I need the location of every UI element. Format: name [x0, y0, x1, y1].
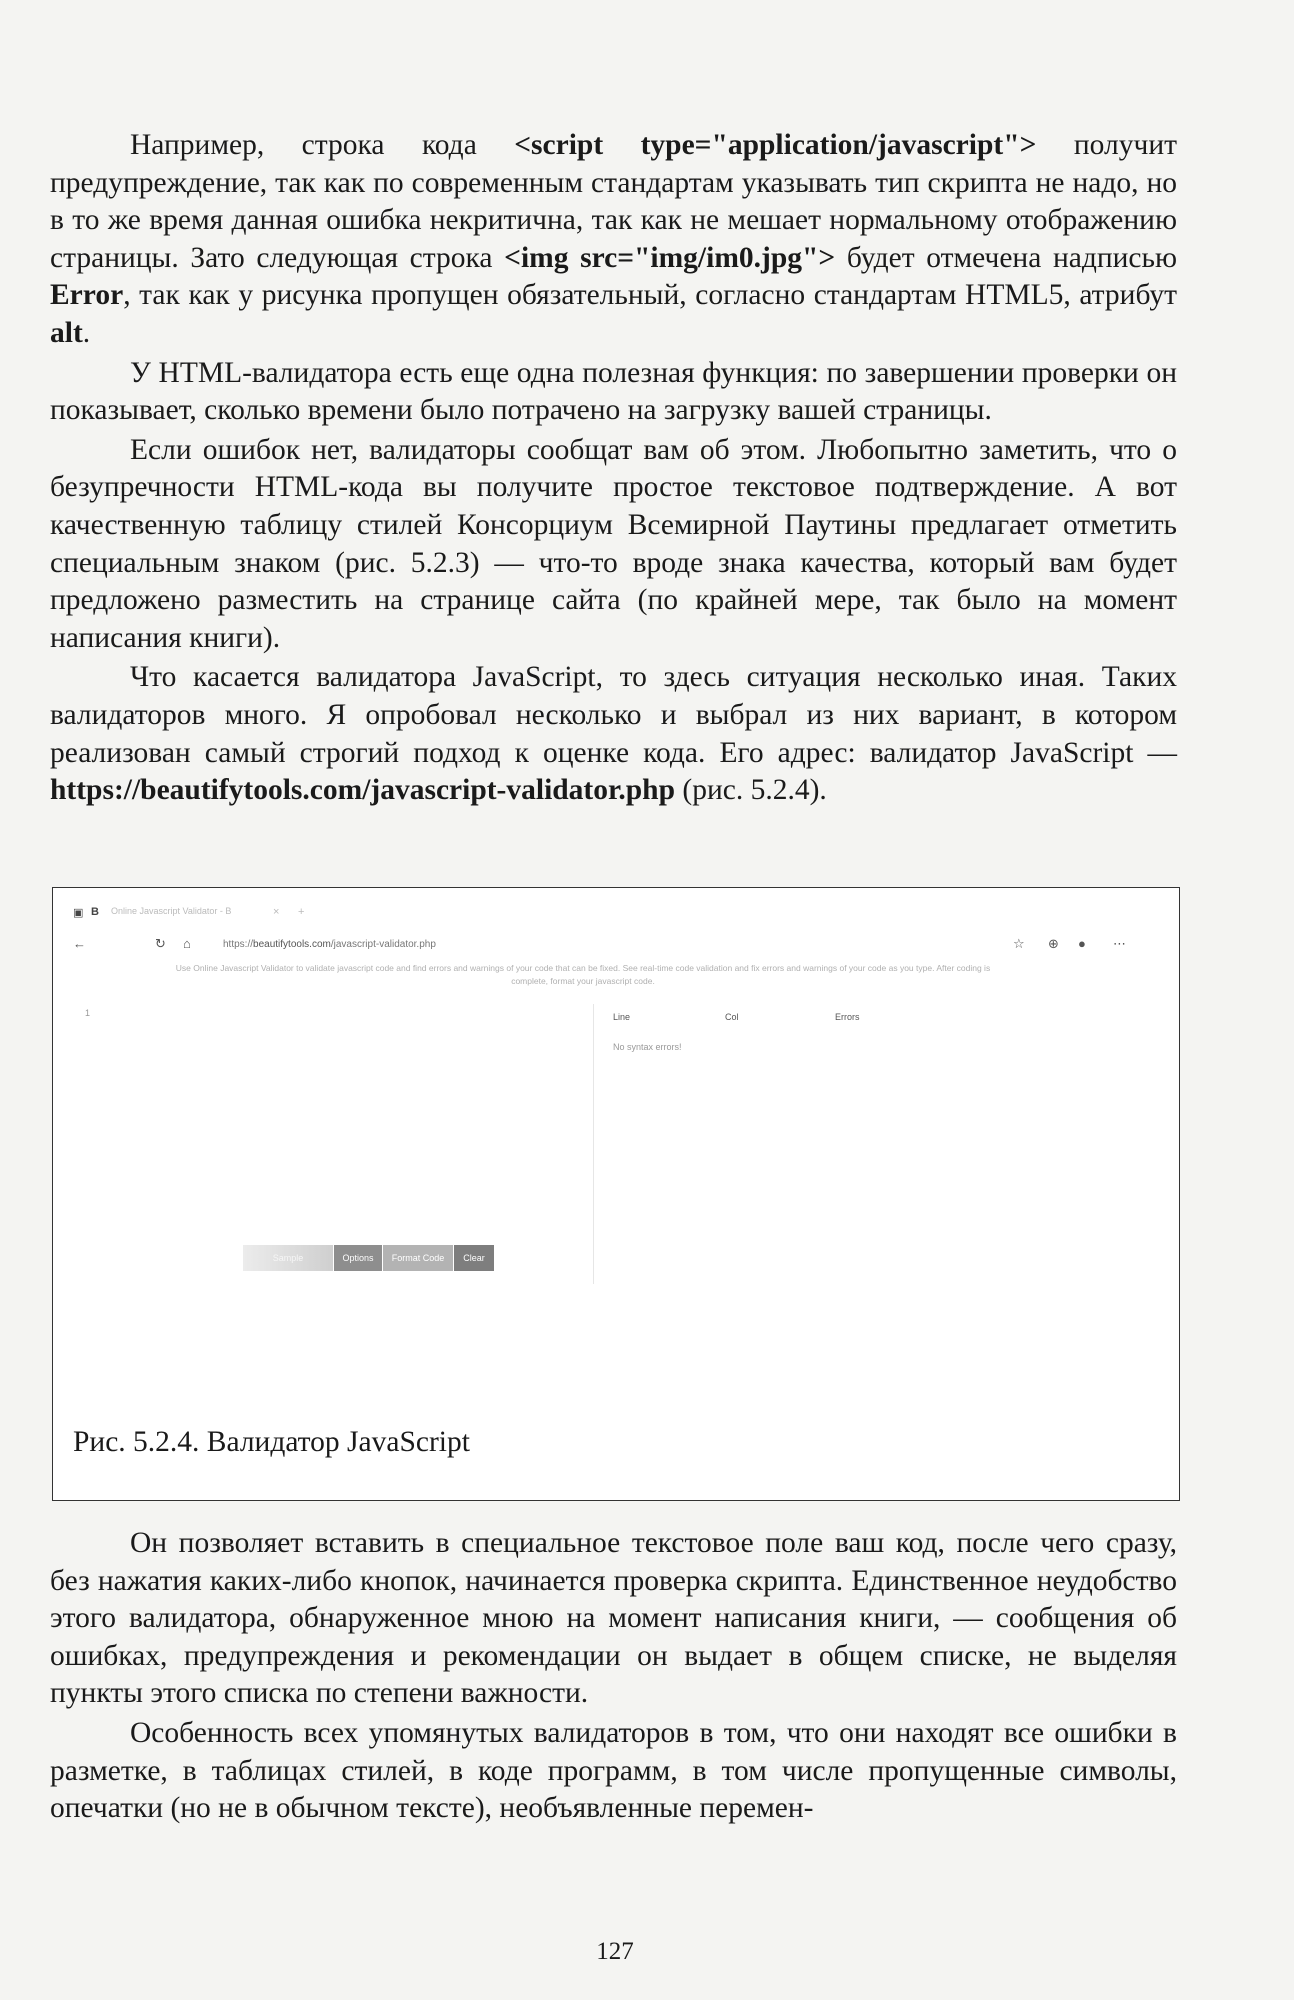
sample-button: Sample	[243, 1245, 333, 1271]
extensions-icon: ⊕	[1048, 936, 1059, 951]
figure-caption: Рис. 5.2.4. Валидатор JavaScript	[73, 1426, 470, 1458]
result-message: No syntax errors!	[613, 1042, 682, 1052]
clear-button: Clear	[454, 1245, 494, 1271]
col-line: Line	[613, 1012, 631, 1022]
paragraph-5: Он позволяет вставить в специальное текстовое поле ваш код, после чего сразу, без нажатия каких-либо кнопок, начинается проверка скрипта. Единственное неудобство этого валидатора, обнаруженное мною на момент написания книги, — сообщения об ошибках, предупреждения и рекомендации он выдает в общем списке, не выделяя пункты этого списка по степени важности.	[50, 1527, 1177, 1710]
paragraph-4: Что касается валидатора JavaScript, то здесь ситуация несколько иная. Таких валидаторов много. Я опробовал несколько и выбрал из них вариант, в котором реализован самый строгий подход к оценке кода. Его адрес: валидатор JavaScript — https://beautifytools.com/javascript-validator.php (рис. 5.2.4).	[50, 661, 1177, 807]
text-block-top	[50, 127, 1177, 812]
url-text: https://beautifytools.com/javascript-validator.php	[223, 939, 436, 950]
paragraph-2: У HTML-валидатора есть еще одна полезная функция: по завершении проверки он показывает, сколько времени было потрачено на загрузку вашей страницы.	[50, 356, 1177, 427]
col-errors: Errors	[835, 1012, 860, 1022]
col-col: Col	[725, 1012, 739, 1022]
site-favicon-icon: B	[91, 906, 99, 918]
tab-title: Online Javascript Validator - B	[111, 906, 232, 916]
format-code-button: Format Code	[383, 1245, 453, 1271]
page-description: Use Online Javascript Validator to validate javascript code and find errors and warnings of your code that can be fixed. See real-time code validation and fix errors and warnings of your code as you type. After coding is complete, format your javascript code.	[175, 963, 991, 986]
browser-screenshot	[73, 900, 1193, 1290]
paragraph-6: Особенность всех упомянутых валидаторов в том, что они находят все ошибки в разметке, в таблицах стилей, в коде программ, в том числе пропущенные символы, опечатки (но не в обычном тексте), необъявленные перемен-	[50, 1716, 1177, 1825]
more-icon: ⋯	[1113, 936, 1126, 951]
tab-actions-icon: ▣	[73, 907, 84, 919]
new-tab-icon: +	[298, 906, 305, 918]
favorites-icon: ☆	[1013, 936, 1025, 951]
refresh-icon: ↻	[155, 936, 166, 951]
page-number: 127	[596, 1938, 634, 1965]
options-button: Options	[334, 1245, 382, 1271]
figure-screenshot	[52, 887, 1180, 1501]
back-icon: ←	[73, 936, 86, 951]
address-bar	[73, 934, 1153, 958]
close-tab-icon: ×	[273, 906, 280, 918]
validator-url: https://beautifytools.com/javascript-validator.php	[50, 774, 675, 807]
home-icon: ⌂	[183, 936, 191, 951]
text-block-bottom	[50, 1525, 1177, 1830]
paragraph-3: Если ошибок нет, валидаторы сообщат вам об этом. Любопытно заметить, что о безупречности HTML-кода вы получите простое текстовое подтверждение. А вот качественную таблицу стилей Консорциум Всемирной Паутины предлагает отметить специальным знаком (рис. 5.2.3) — что-то вроде знака качества, который вам будет предложено разместить на странице сайта (по крайней мере, так было на момент написания книги).	[50, 433, 1177, 654]
code-editor	[73, 1004, 594, 1284]
profile-icon: ●	[1078, 936, 1086, 951]
paragraph-1: Например, строка кода <script type="application/javascript"> получит предупреждение, так как по современным стандартам указывать тип скрипта не надо, но в то же время данная ошибка некритична, так как не мешает нормальному отображению страницы. Зато следующая строка <img src="img/im0.jpg"> будет отмечена надписью Error, так как у рисунка пропущен обязательный, согласно стандартам HTML5, атрибут alt.	[50, 129, 1177, 349]
line-number: 1	[85, 1008, 91, 1018]
tab-bar	[73, 900, 1153, 926]
